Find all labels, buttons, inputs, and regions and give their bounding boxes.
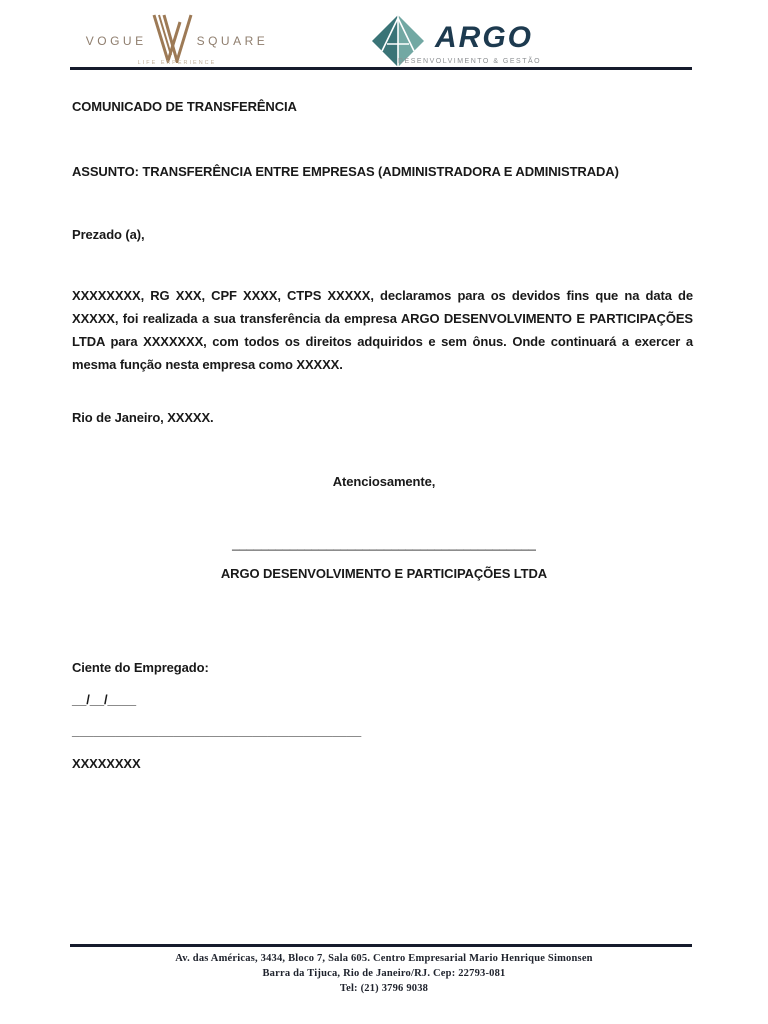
letter-dateline: Rio de Janeiro, XXXXX. (72, 410, 214, 425)
argo-wordmark: ARGO (435, 21, 533, 54)
letter-title: COMUNICADO DE TRANSFERÊNCIA (72, 99, 297, 114)
letter-closing: Atenciosamente, (332, 474, 436, 489)
date-blank: __/__/____ (72, 692, 137, 707)
letter-salutation: Prezado (a), (72, 227, 145, 242)
vogue-word-left: VOGUE (85, 33, 147, 48)
letter-body-paragraph: XXXXXXXX, RG XXX, CPF XXXX, CTPS XXXXX, declaramos para os devidos fins que na data de XXXXX, foi realizada a sua transferência da empresa ARGO DESENVOLVIMENTO E PARTICIPAÇÕES LTDA para XXXXXXX, com todos os direitos adquiridos e sem ônus. Onde continuará a exercer a mesma função nesta empresa como XXXXX. (72, 288, 693, 372)
argo-tagline: DESENVOLVIMENTO & GESTÃO (398, 58, 542, 65)
argo-logo (371, 11, 551, 69)
footer-address-line2: Barra da Tijuca, Rio de Janeiro/RJ. Cep: 22793-081 (262, 968, 506, 979)
employee-signature-line: ________________________________________ (72, 723, 362, 738)
employee-name: XXXXXXXX (72, 756, 141, 771)
footer-address-line1: Av. das Américas, 3434, Bloco 7, Sala 605. Centro Empresarial Mario Henrique Simonsen (175, 953, 593, 964)
vogue-word-right: SQUARE (196, 33, 269, 48)
company-signature-line: __________________________________________ (232, 536, 536, 551)
vogue-tagline: LIFE EXPERIENCE (137, 60, 217, 66)
header-rule (70, 67, 692, 70)
letter-subject: ASSUNTO: TRANSFERÊNCIA ENTRE EMPRESAS (ADMINISTRADORA E ADMINISTRADA) (72, 164, 619, 179)
footer-rule (70, 944, 692, 947)
footer-phone: Tel: (21) 3796 9038 (339, 983, 429, 994)
employee-ack-label: Ciente do Empregado: (72, 660, 209, 675)
vogue-square-logo (86, 13, 268, 69)
footer-address-block (0, 951, 768, 996)
company-name: ARGO DESENVOLVIMENTO E PARTICIPAÇÕES LTDA (220, 566, 548, 581)
